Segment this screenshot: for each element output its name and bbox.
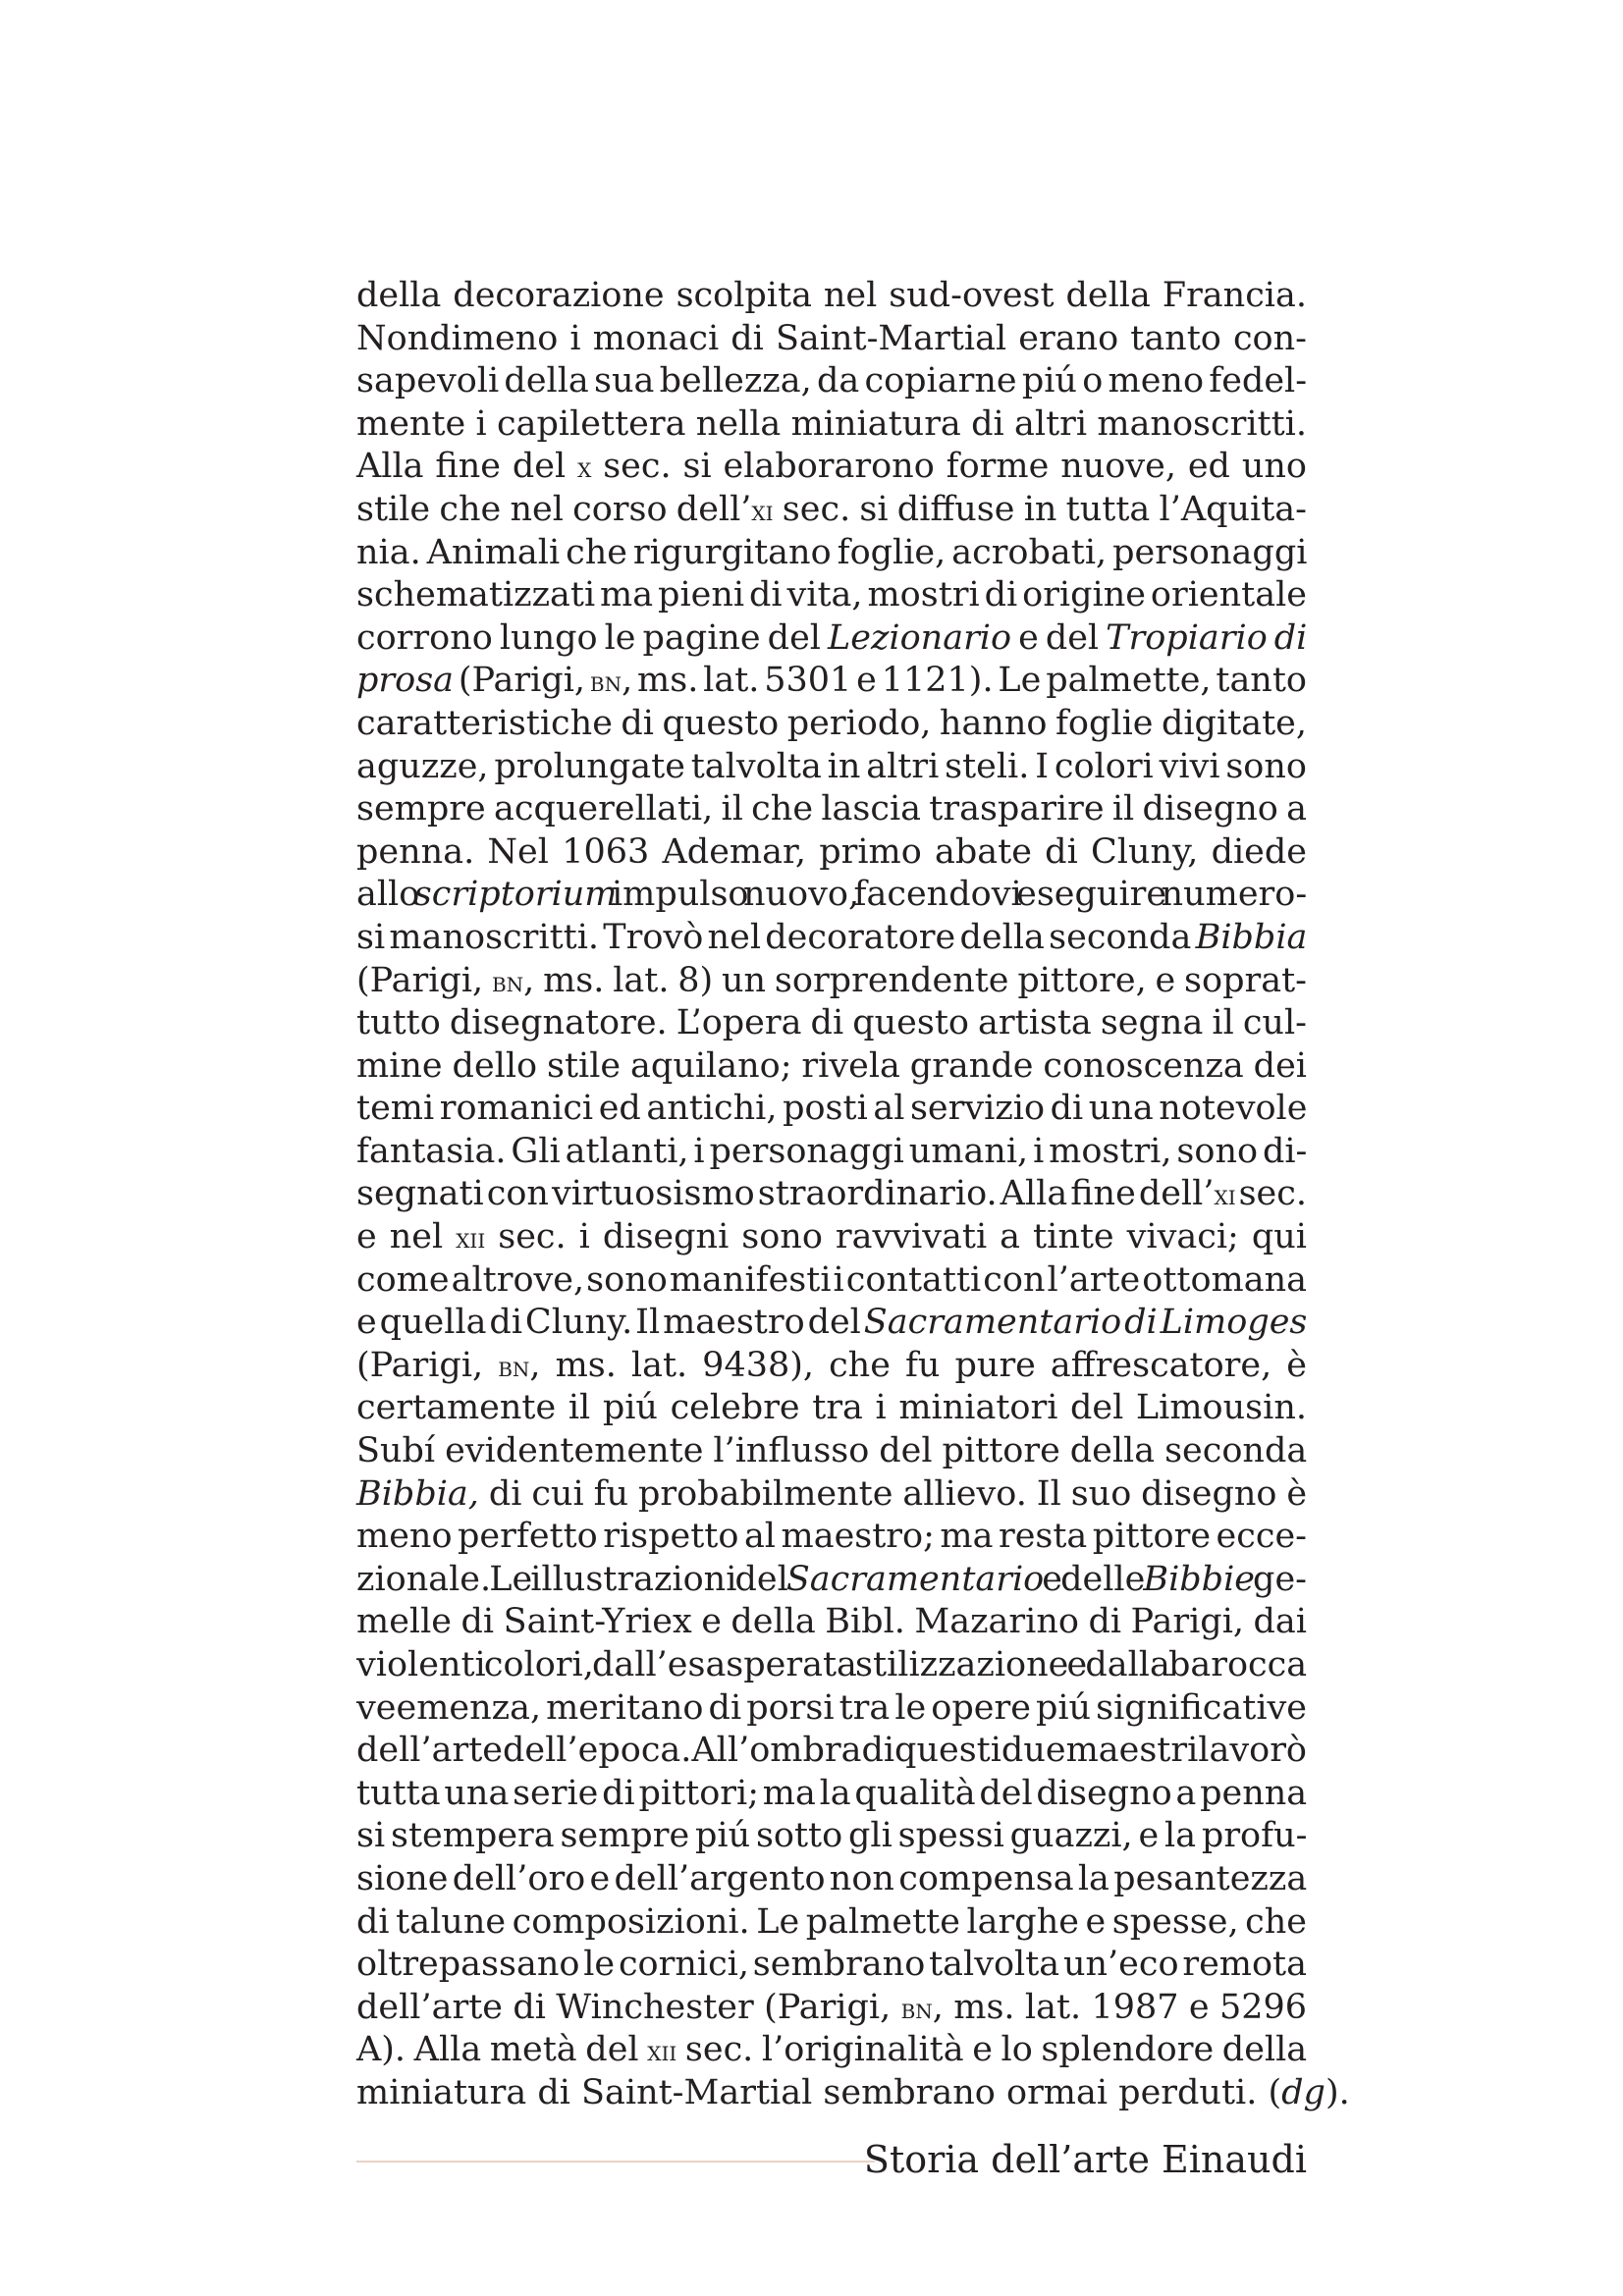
text-segment: , ms. lat. 8) un sorprendente pittore, e soprat- [523,960,1307,1000]
text-segment: xi [751,493,774,527]
text-line [356,617,1307,661]
text-segment: nia. Animali che rigurgitano foglie, acrobati, personaggi [356,532,1308,572]
text-line [356,532,1307,575]
text-segment: corrono lungo le pagine del [356,617,828,658]
text-segment: bn [589,665,622,699]
text-segment: (Parigi, [356,960,492,1000]
text-line [356,1131,1307,1174]
text-line [356,2029,1307,2072]
text-segment: fantasia. Gli atlanti, i personaggi umani, i mostri, sono di- [356,1131,1308,1171]
text-segment: , ms. lat. 9438), che fu pure affrescatore, è [529,1345,1308,1385]
text-segment: come altrove, sono manifesti i contatti con l’arte ottomana [356,1259,1307,1300]
text-segment: Subí evidentemente l’influsso del pittore della seconda [356,1431,1308,1471]
text-segment: e del [1011,617,1107,658]
text-segment: veemenza, meritano di porsi tra le opere piú significative [356,1687,1307,1728]
text-segment: bn [900,1991,933,2025]
text-segment: ge- [1255,1559,1307,1599]
text-segment: impulso nuovo, facendovi eseguire numero- [617,875,1308,915]
text-segment: melle di Saint-Yriex e della Bibl. Mazarino di Parigi, dai [356,1602,1307,1642]
text-segment: sapevoli della sua bellezza, da copiarne piú o meno fedel- [356,361,1308,401]
text-line [356,1944,1307,1987]
text-segment: A). Alla metà del [356,2030,648,2070]
text-line [356,360,1307,403]
text-line [356,874,1307,917]
text-segment: Bibbia [1195,917,1308,957]
text-segment: , ms. lat. 5301 e 1121). Le palmette, tanto [622,661,1307,701]
text-segment: e quella di Cluny. Il maestro del [356,1303,864,1343]
text-line [356,275,1307,318]
text-segment: bn [498,1349,530,1383]
text-segment: e delle [1044,1559,1144,1599]
text-segment: sec. [1235,1174,1308,1214]
text-segment: sec. i disegni sono ravvivati a tinte vivaci; qui [485,1217,1307,1257]
text-line [356,574,1307,617]
text-line [356,917,1307,960]
text-line [356,1901,1307,1945]
text-line [356,1815,1307,1858]
text-segment: aguzze, prolungate talvolta in altri steli. I colori vivi sono [356,746,1307,786]
text-line [356,660,1307,703]
text-segment: prosa [356,661,455,701]
text-line [356,318,1307,361]
text-segment: tutto disegnatore. L’opera di questo artista segna il cul- [356,1003,1307,1043]
text-segment: dell’arte di Winchester (Parigi, [356,1987,901,2027]
text-segment: sec. l’originalità e lo splendore della [676,2030,1308,2070]
text-segment: sec. si diffuse in tutta l’Aquita- [773,489,1308,529]
text-segment: xi [1214,1178,1236,1212]
text-segment: di cui fu probabilmente allievo. Il suo disegno è [478,1473,1308,1514]
text-line [356,1302,1307,1345]
text-line [356,2072,1350,2115]
text-line [356,1173,1307,1216]
text-line [356,1345,1307,1388]
text-segment: violenti colori, dall’esasperata stilizzazione e dalla barocca [356,1645,1308,1684]
text-segment: e nel [356,1217,457,1257]
text-segment: si manoscritti. Trovò nel decoratore della seconda [356,917,1196,957]
text-segment: allo [356,875,414,915]
text-segment: sempre acquerellati, il che lascia trasparire il disegno a [356,789,1307,829]
text-segment: scriptorium [413,875,618,915]
text-segment: mine dello stile aquilano; rivela grande conoscenza dei [356,1045,1307,1086]
body-text [356,275,1350,2115]
text-segment: sec. si elaborarono forme nuove, ed uno [591,447,1307,487]
text-segment: stile che nel corso dell’ [356,489,752,529]
text-line [356,446,1307,489]
text-segment: mente i capilettera nella miniatura di altri manoscritti. [356,403,1307,444]
text-segment: bn [491,964,524,998]
text-segment: schematizzati ma pieni di vita, mostri di origine orientale [356,575,1307,615]
text-line [356,1559,1307,1602]
text-segment: Sacramentario [785,1559,1045,1599]
text-segment: Lezionario [828,617,1012,658]
footer-rule [356,2161,875,2163]
text-segment: ). [1325,2072,1350,2112]
text-segment: Alla fine del [356,447,578,487]
text-segment: tutta una serie di pittori; ma la qualità del disegno a penna [356,1773,1308,1813]
text-line [356,1259,1307,1303]
text-segment: x [577,451,592,485]
text-line [356,403,1307,447]
text-line [356,1730,1307,1773]
text-segment: Bibbia, [356,1473,479,1514]
text-line [356,1088,1307,1131]
text-line [356,1516,1307,1559]
text-segment: Nondimeno i monaci di Saint-Martial erano tanto con- [356,318,1307,358]
text-line [356,831,1307,875]
text-segment: (Parigi, [454,661,590,701]
text-segment: Bibbie [1143,1559,1255,1599]
text-segment: dell’arte dell’epoca. All’ombra di questi due maestri lavorò [356,1731,1307,1771]
text-line [356,746,1307,789]
text-segment: temi romanici ed antichi, posti al servizio di una notevole [356,1089,1308,1129]
text-segment: meno perfetto rispetto al maestro; ma resta pittore ecce- [356,1517,1307,1557]
text-segment: (Parigi, [356,1345,499,1385]
text-segment: certamente il piú celebre tra i miniatori del Limousin. [356,1388,1307,1428]
text-segment: di talune composizioni. Le palmette larghe e spesse, che [356,1901,1307,1942]
text-line [356,1773,1307,1816]
text-segment: oltrepassano le cornici, sembrano talvolta un’eco remota [356,1945,1307,1985]
text-line [356,1216,1307,1259]
text-line [356,788,1307,831]
text-segment: , ms. lat. 1987 e 5296 [932,1987,1308,2027]
text-segment: Sacramentario di Limoges [863,1303,1308,1343]
text-line [356,1601,1307,1644]
text-segment: penna. Nel 1063 Ademar, primo abate di Cluny, diede [356,831,1307,872]
text-segment: si stempera sempre piú sotto gli spessi guazzi, e la profu- [356,1816,1308,1856]
text-line [356,1430,1307,1473]
text-segment: zionale. Le illustrazioni del [356,1559,786,1599]
text-line [356,1687,1307,1731]
text-line [356,960,1307,1003]
text-line [356,1987,1307,2030]
text-line [356,1473,1307,1517]
text-segment: della decorazione scolpita nel sud-ovest della Francia. [356,276,1307,315]
text-segment: Tropiario di [1106,617,1308,658]
text-line [356,1002,1307,1045]
text-segment: xii [456,1221,486,1255]
text-segment: segnati con virtuosismo straordinario. Alla fine dell’ [356,1174,1215,1214]
text-segment: sione dell’oro e dell’argento non compensa la pesantezza [356,1858,1308,1898]
text-line [356,1858,1307,1901]
text-segment: miniatura di Saint-Martial sembrano ormai perduti. ( [356,2072,1282,2112]
text-segment: dg [1281,2072,1325,2112]
text-line [356,1387,1307,1430]
text-line [356,703,1307,746]
footer-title: Storia dell’arte Einaudi [863,2138,1307,2181]
text-segment: xii [647,2034,677,2068]
text-line [356,1045,1307,1089]
text-line [356,489,1307,532]
text-segment: caratteristiche di questo periodo, hanno foglie digitate, [356,703,1307,743]
text-line [356,1644,1307,1687]
